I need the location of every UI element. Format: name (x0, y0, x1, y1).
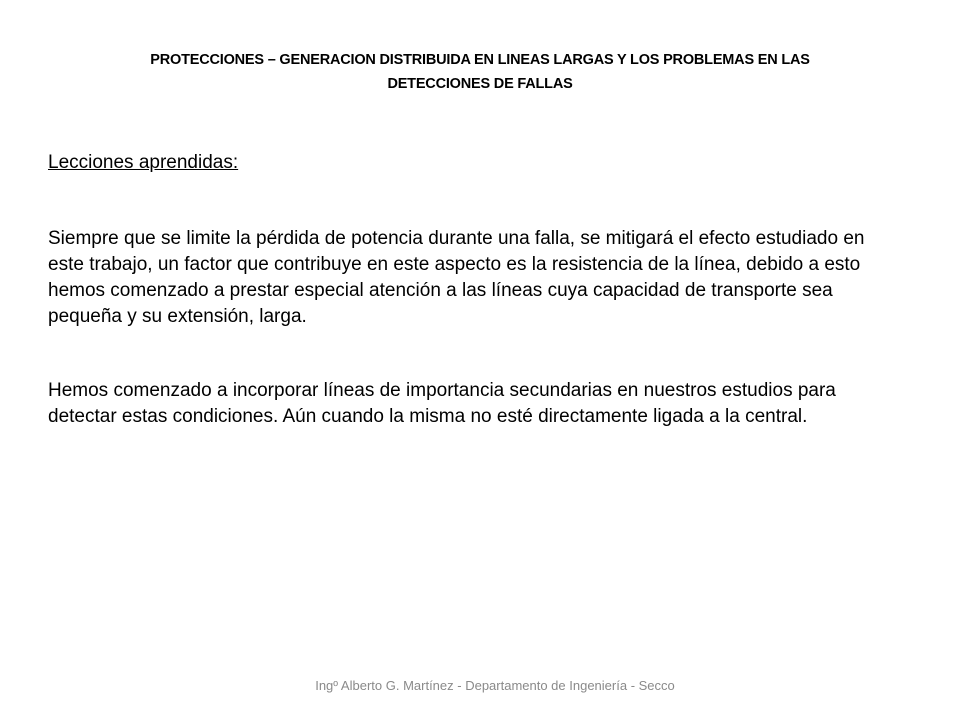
slide-body (48, 150, 898, 430)
title-line-2: DETECCIONES DE FALLAS (387, 76, 573, 92)
body-paragraph-1: Siempre que se limite la pérdida de potencia durante una falla, se mitigará el efecto estudiado en este trabajo, un factor que contribuye en este aspecto es la resistencia de la línea, debido a esto hemos comenzado a prestar especial atención a las líneas cuya capacidad de transporte sea pequeña y su extensión, larga. (48, 228, 865, 327)
body-paragraph-2: Hemos comenzado a incorporar líneas de importancia secundarias en nuestros estudios para detectar estas condiciones. Aún cuando la misma no esté directamente ligada a la central. (48, 380, 836, 427)
section-heading: Lecciones aprendidas: (48, 152, 239, 173)
title-line-1: PROTECCIONES – GENERACION DISTRIBUIDA EN LINEAS LARGAS Y LOS PROBLEMAS EN LAS (150, 52, 810, 68)
slide-title (70, 48, 890, 96)
slide-footer: Ingº Alberto G. Martínez - Departamento de Ingeniería - Secco (315, 678, 675, 693)
